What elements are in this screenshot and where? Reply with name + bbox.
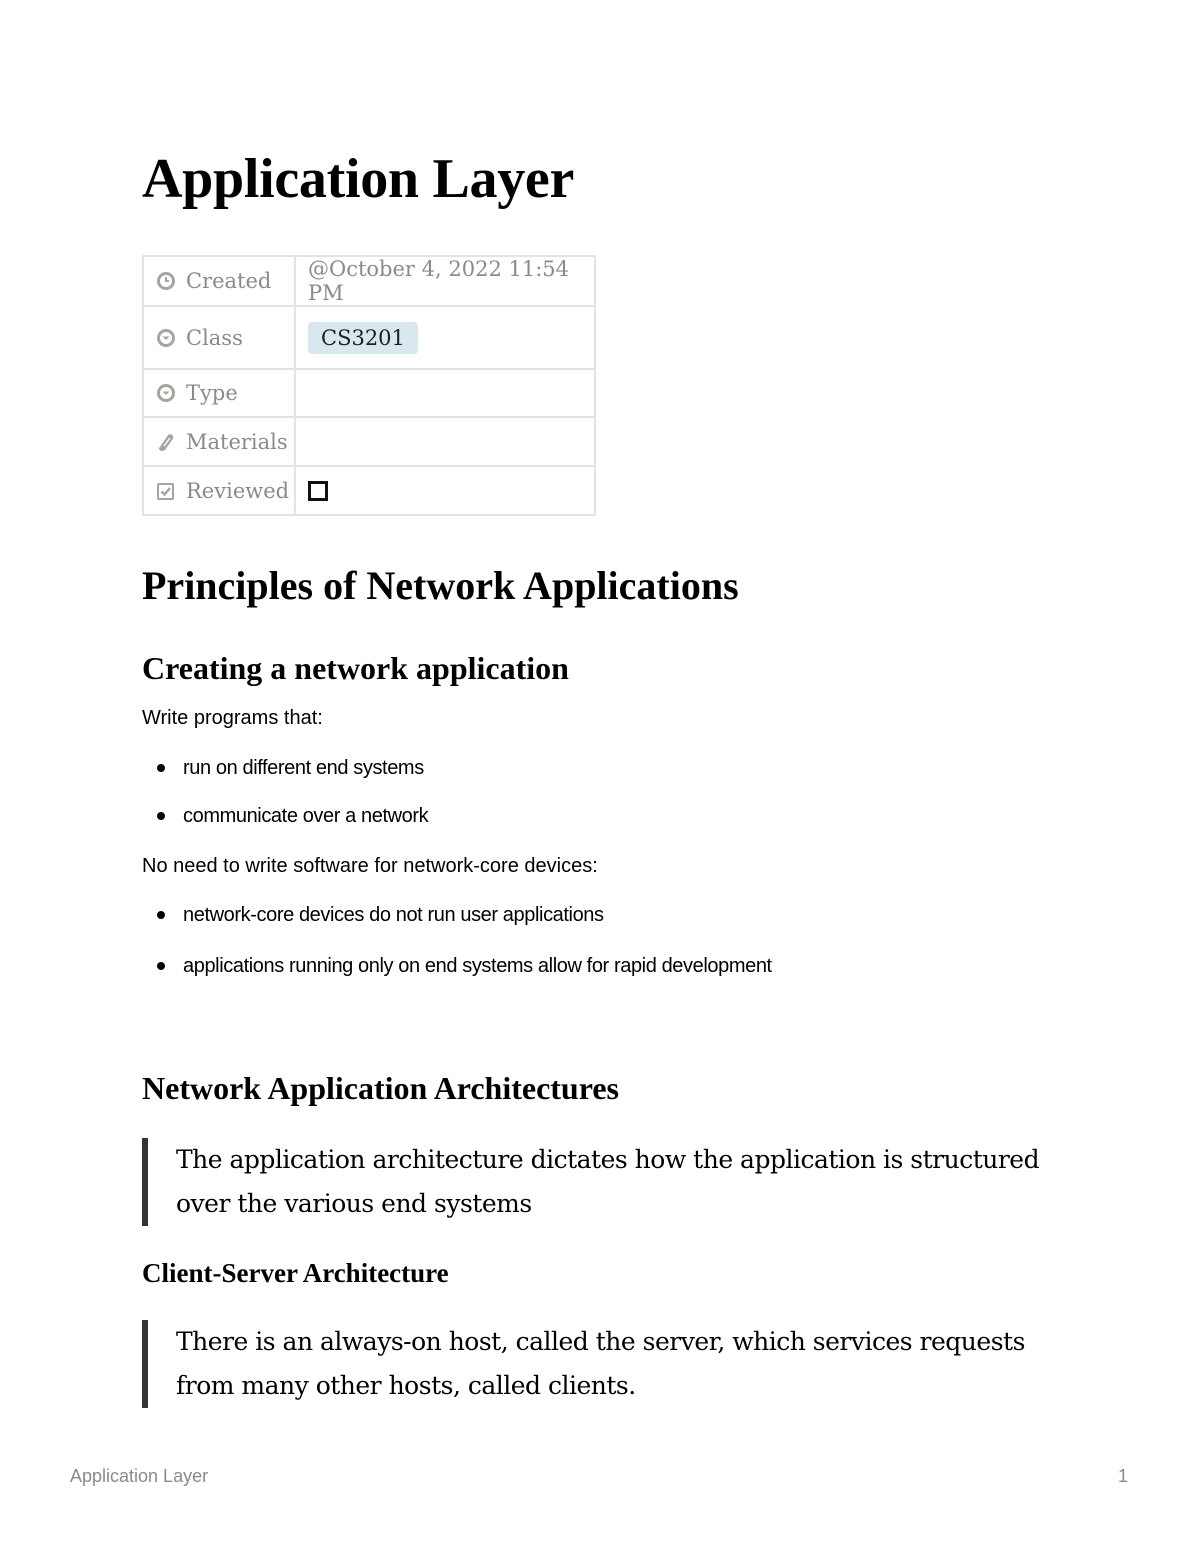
property-key: Type [186, 381, 238, 405]
quote-architectures: The application architecture dictates how the application is structured over the various end systems [142, 1138, 1062, 1226]
list-item: run on different end systems [142, 755, 424, 781]
heading-client-server: Client-Server Architecture [142, 1258, 449, 1288]
property-key: Created [186, 269, 272, 293]
select-icon [156, 383, 176, 403]
heading-creating-app: Creating a network application [142, 650, 569, 686]
class-tag[interactable]: CS3201 [308, 322, 418, 354]
paragraph-no-need: No need to write software for network-core devices: [142, 855, 598, 877]
footer-title: Application Layer [70, 1466, 209, 1486]
checkbox-icon [156, 481, 176, 501]
property-row-reviewed [143, 466, 595, 515]
property-value-materials[interactable] [295, 417, 595, 466]
properties-table [142, 255, 596, 516]
page-title: Application Layer [142, 148, 575, 210]
reviewed-checkbox[interactable] [308, 481, 328, 501]
bullet-icon [157, 812, 165, 820]
property-row-type [143, 369, 595, 417]
property-key: Class [186, 325, 243, 350]
clock-icon [156, 271, 176, 291]
bullet-icon [157, 962, 165, 970]
property-key: Reviewed [186, 478, 290, 503]
property-row-created [143, 256, 595, 306]
property-value-type[interactable] [295, 369, 595, 417]
paragraph-write-programs: Write programs that: [142, 707, 323, 729]
list-item: communicate over a network [142, 803, 428, 829]
page-number: 1 [1117, 1466, 1128, 1486]
property-value-created[interactable]: @October 4, 2022 11:54 PM [308, 257, 569, 305]
bullet-icon [157, 764, 165, 772]
heading-architectures: Network Application Architectures [142, 1070, 619, 1106]
property-row-class [143, 306, 595, 369]
list-item: network-core devices do not run user applications [142, 902, 604, 928]
property-key: Materials [186, 429, 288, 454]
property-row-materials [143, 417, 595, 466]
bullet-icon [157, 911, 165, 919]
quote-client-server: There is an always-on host, called the server, which services requests from many other hosts, called clients. [142, 1320, 1062, 1408]
paperclip-icon [156, 432, 176, 452]
select-icon [156, 328, 176, 348]
list-item: applications running only on end systems allow for rapid development [142, 953, 772, 979]
heading-principles: Principles of Network Applications [142, 563, 739, 608]
